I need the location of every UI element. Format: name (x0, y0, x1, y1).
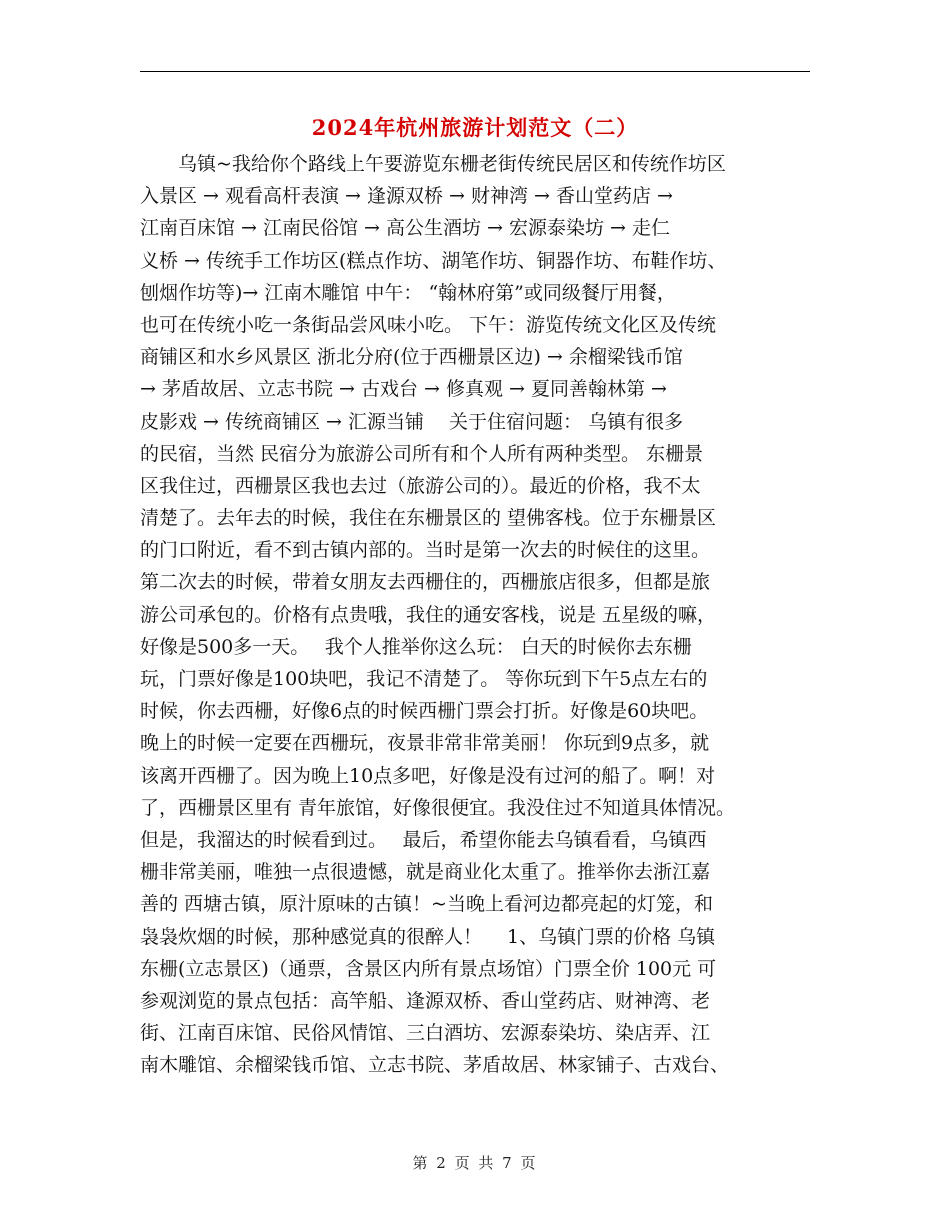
body-line: 时候，你去西栅，好像6点的时候西栅门票会打折。好像是60块吧。 (140, 700, 709, 723)
body-line: 义桥 → 传统手工作坊区(糕点作坊、湖笔作坊、铜器作坊、布鞋作坊、 (140, 249, 727, 272)
body-line: 江南百床馆 → 江南民俗馆 → 高公生酒坊 → 宏源泰染坊 → 走仁 (140, 217, 670, 240)
body-line: 该离开西栅了。因为晚上10点多吧，好像是没有过河的船了。啊！对 (140, 764, 716, 787)
body-line: → 茅盾故居、立志书院 → 古戏台 → 修真观 → 夏同善翰林第 → (140, 378, 667, 401)
body-line: 入景区 → 观看高杆表演 → 逢源双桥 → 财神湾 → 香山堂药店 → (140, 185, 673, 208)
body-line: 刨烟作坊等)→ 江南木雕馆 中午： “翰林府第”或同级餐厅用餐， (140, 281, 676, 304)
body-line: 南木雕馆、余榴梁钱币馆、立志书院、茅盾故居、林家铺子、古戏台、 (140, 1054, 730, 1077)
body-line: 善的 西塘古镇，原汁原味的古镇！~当晚上看河边都亮起的灯笼，和 (140, 893, 713, 916)
page-number: 第 2 页 共 7 页 (412, 1154, 538, 1172)
body-line: 的门口附近，看不到古镇内部的。当时是第一次去的时候住的这里。 (140, 539, 711, 562)
body-line: 皮影戏 → 传统商铺区 → 汇源当铺 关于住宿问题： 乌镇有很多 (140, 410, 684, 433)
body-line: 区我住过，西栅景区我也去过（旅游公司的）。最近的价格，我不太 (140, 474, 701, 497)
body-line: 但是，我溜达的时候看到过。 最后，希望你能去乌镇看看，乌镇西 (140, 828, 707, 851)
body-line: 东栅(立志景区)（通票，含景区内所有景点场馆）门票全价 100元 可 (140, 957, 717, 980)
body-line: 玩，门票好像是100块吧，我记不清楚了。 等你玩到下午5点左右的 (140, 668, 708, 690)
header-rule (140, 71, 810, 72)
body-line: 第二次去的时候，带着女朋友去西栅住的，西栅旅店很多，但都是旅 (140, 571, 711, 594)
body-line: 商铺区和水乡风景区 浙北分府(位于西栅景区边) → 余榴梁钱币馆 (140, 346, 683, 369)
body-line: 参观浏览的景点包括：高竿船、逢源双桥、香山堂药店、财神湾、老 (140, 989, 711, 1012)
body-line: 的民宿，当然 民宿分为旅游公司所有和个人所有两种类型。 东栅景 (140, 442, 704, 465)
body-line: 好像是500多一天。 我个人推举你这么玩： 白天的时候你去东栅 (140, 635, 692, 658)
body-line: 也可在传统小吃一条街品尝风味小吃。 下午：游览传统文化区及传统 (140, 313, 717, 336)
body-line: 街、江南百床馆、民俗风情馆、三白酒坊、宏源泰染坊、染店弄、江 (140, 1022, 711, 1045)
body-line: 了，西栅景区里有 青年旅馆，好像很便宜。我没住过不知道具体情况。 (140, 796, 736, 819)
body-line: 乌镇~我给你个路线上午要游览东栅老街传统民居区和传统作坊区 (140, 153, 726, 175)
body-line: 晚上的时候一定要在西栅玩，夜景非常非常美丽！ 你玩到9点多，就 (140, 732, 710, 755)
body-line: 栅非常美丽，唯独一点很遗憾，就是商业化太重了。推举你去浙江嘉 (140, 861, 711, 884)
document-title: 2024年杭州旅游计划范文（二） (311, 115, 639, 140)
body-line: 游公司承包的。价格有点贵哦，我住的通安客栈，说是 五星级的嘛， (140, 603, 717, 626)
body-line: 清楚了。去年去的时候，我住在东栅景区的 望佛客栈。位于东栅景区 (140, 507, 717, 530)
body-line: 袅袅炊烟的时候，那种感觉真的很醉人！ 1、乌镇门票的价格 乌镇 (140, 925, 716, 948)
document-body (140, 148, 820, 1081)
